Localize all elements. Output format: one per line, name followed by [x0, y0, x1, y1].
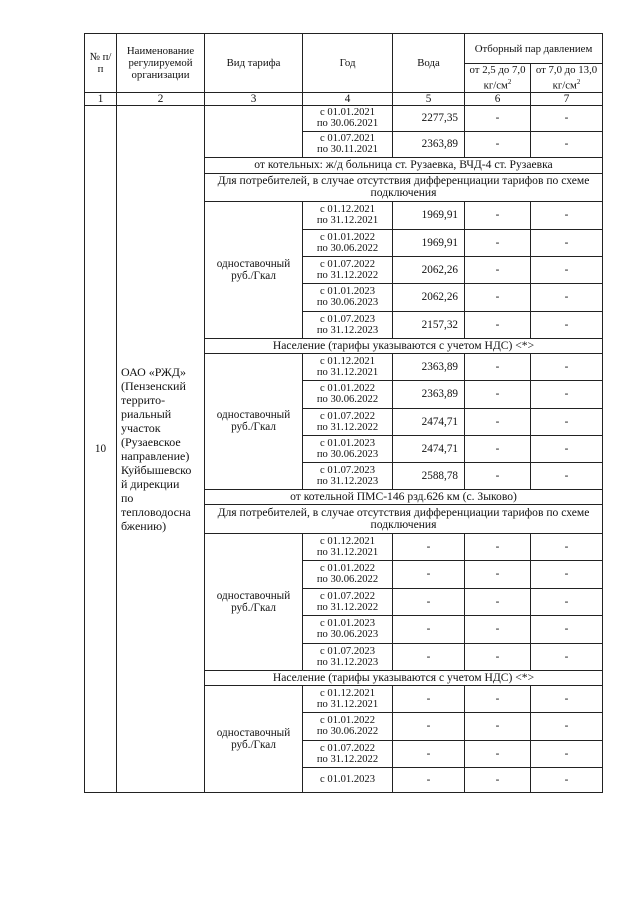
steam-high-value: -: [531, 712, 603, 740]
steam-high-value: -: [531, 311, 603, 338]
period-start: с 01.01.2023: [319, 286, 376, 298]
column-number-row: [85, 92, 603, 105]
steam-high-value: -: [531, 435, 603, 462]
tariff-unit-label: руб./Гкал: [231, 601, 276, 614]
period-end: по 31.12.2023: [316, 656, 379, 668]
period-cell: [303, 311, 393, 338]
steam-high-value: -: [531, 533, 603, 560]
header-num: № п/п: [85, 34, 117, 93]
water-value: 2588,78: [393, 462, 465, 489]
steam-high-value: -: [531, 229, 603, 256]
water-value: -: [393, 643, 465, 670]
period-start: с 01.07.2023: [319, 645, 376, 657]
organization-name-line: участок: [121, 420, 161, 435]
steam-high-value: -: [531, 740, 603, 767]
period-start: с 01.07.2023: [319, 313, 376, 325]
period-end: по 30.11.2021: [317, 144, 378, 156]
period-end: по 30.06.2022: [316, 726, 379, 738]
period-cell: [303, 615, 393, 643]
consumers-section-title: Для потребителей, в случае отсутствия дифференциации тарифов по схеме подключения: [205, 173, 603, 201]
steam-high-value: -: [531, 283, 603, 311]
period-start: с 01.07.2022: [319, 590, 376, 602]
steam-low-value: -: [465, 685, 531, 712]
water-value: 2062,26: [393, 283, 465, 311]
period-start: с 01.01.2023: [319, 618, 376, 630]
water-value: 1969,91: [393, 229, 465, 256]
period-cell: [303, 201, 393, 229]
water-value: 2277,35: [393, 105, 465, 131]
steam-high-value: -: [531, 256, 603, 283]
tariff-type-cell: [205, 105, 303, 157]
period-end: по 31.12.2021: [316, 215, 379, 227]
period-cell: [303, 588, 393, 615]
period-start: с 01.07.2023: [319, 464, 376, 476]
period-cell: [303, 408, 393, 435]
steam-high-value: -: [531, 408, 603, 435]
header-water: Вода: [393, 34, 465, 93]
tariff-type-label: одноставочный: [216, 726, 291, 739]
organization-name-line: (Рузаевское: [121, 434, 181, 449]
water-value: -: [393, 685, 465, 712]
tariff-type-cell: [205, 685, 303, 792]
steam-high-value: -: [531, 353, 603, 380]
water-value: -: [393, 560, 465, 588]
header-steam: Отборный пар давлением: [465, 34, 603, 64]
water-value: -: [393, 740, 465, 767]
consumers-section-title: Для потребителей, в случае отсутствия дифференциации тарифов по схеме подключения: [205, 504, 603, 533]
steam-high-value: -: [531, 685, 603, 712]
tariff-type-cell: [205, 533, 303, 670]
boiler-source-title: от котельной ПМС-146 рзд.626 км (с. Зыково): [205, 489, 603, 504]
steam-high-value: -: [531, 767, 603, 792]
period-start: с 01.01.2022: [319, 231, 376, 243]
col-number: 4: [303, 92, 393, 105]
organization-name-line: й дирекции: [121, 476, 180, 491]
tariff-unit-label: руб./Гкал: [231, 421, 276, 434]
organization-name-line: тепловодосна: [121, 504, 191, 519]
water-value: -: [393, 712, 465, 740]
water-value: 2363,89: [393, 353, 465, 380]
steam-low-value: -: [465, 615, 531, 643]
steam-high-value: -: [531, 201, 603, 229]
table-row: [85, 105, 603, 131]
steam-high-value: -: [531, 105, 603, 131]
steam-low-value: -: [465, 560, 531, 588]
period-end: по 30.06.2022: [316, 394, 379, 406]
organization-name-line: риальный: [121, 406, 172, 421]
organization-name-line: (Пензенский: [121, 378, 186, 393]
steam-high-value: -: [531, 131, 603, 157]
period-end: по 31.12.2022: [316, 421, 379, 433]
period-start: с 01.01.2021: [319, 107, 376, 119]
period-start: с 01.01.2022: [319, 563, 376, 575]
steam-high-value: -: [531, 643, 603, 670]
period-end: по 30.06.2023: [316, 448, 379, 460]
organization-name-line: по: [121, 490, 134, 505]
header-year: Год: [303, 34, 393, 93]
header-row: [85, 34, 603, 64]
steam-low-value: -: [465, 740, 531, 767]
header-steam-low: от 2,5 до 7,0 $кг/см^2$: [465, 64, 531, 93]
steam-low-value: -: [465, 533, 531, 560]
steam-low-value: -: [465, 256, 531, 283]
steam-low-value: -: [465, 311, 531, 338]
boiler-source-title: от котельных: ж/д больница ст. Рузаевка, ВЧД-4 ст. Рузаевка: [205, 157, 603, 173]
period-cell: [303, 560, 393, 588]
organization-name: [117, 105, 205, 792]
organization-name-line: направление): [121, 448, 190, 463]
period-cell: [303, 712, 393, 740]
water-value: -: [393, 615, 465, 643]
period-cell: [303, 229, 393, 256]
steam-high-value: -: [531, 615, 603, 643]
period-start: с 01.07.2022: [319, 410, 376, 422]
water-value: 2157,32: [393, 311, 465, 338]
steam-high-value: -: [531, 560, 603, 588]
period-end: по 30.06.2023: [316, 629, 379, 641]
period-start: с 01.07.2021: [319, 133, 376, 145]
period-cell: [303, 105, 393, 131]
water-value: -: [393, 588, 465, 615]
tariff-table: [84, 33, 603, 793]
period-start: с 01.01.2022: [319, 715, 376, 727]
water-value: -: [393, 533, 465, 560]
col-number: 1: [85, 92, 117, 105]
steam-low-value: -: [465, 643, 531, 670]
water-value: 2474,71: [393, 435, 465, 462]
steam-low-value: -: [465, 588, 531, 615]
tariff-unit-label: руб./Гкал: [231, 738, 276, 751]
header-org: Наименование регулируемой организации: [117, 34, 205, 93]
organization-name-line: ОАО «РЖД»: [121, 364, 186, 379]
period-cell: [303, 256, 393, 283]
col-number: 2: [117, 92, 205, 105]
period-start: с 01.12.2021: [319, 535, 376, 547]
period-cell: [303, 380, 393, 408]
period-cell: [303, 533, 393, 560]
header-tariff-type: Вид тарифа: [205, 34, 303, 93]
period-cell: [303, 435, 393, 462]
steam-high-value: -: [531, 588, 603, 615]
period-cell: [303, 740, 393, 767]
population-section-title: Население (тарифы указываются с учетом НДС) <*>: [205, 338, 603, 353]
steam-low-value: -: [465, 462, 531, 489]
tariff-type-label: одноставочный: [216, 589, 291, 602]
period-start: с 01.07.2022: [319, 258, 376, 270]
period-end: по 31.12.2023: [316, 475, 379, 487]
period-end: по 31.12.2022: [316, 269, 379, 281]
header-steam-high: от 7,0 до 13,0 $кг/см^2$: [531, 64, 603, 93]
col-number: 3: [205, 92, 303, 105]
period-cell: [303, 643, 393, 670]
col-number: 5: [393, 92, 465, 105]
steam-low-value: -: [465, 201, 531, 229]
col-number: 6: [465, 92, 531, 105]
period-start: с 01.01.2023: [319, 774, 376, 786]
water-value: 2062,26: [393, 256, 465, 283]
tariff-unit-label: руб./Гкал: [231, 269, 276, 282]
steam-low-value: -: [465, 131, 531, 157]
organization-name-line: бжению): [121, 518, 167, 533]
period-cell: [303, 131, 393, 157]
row-number: 10: [85, 105, 117, 792]
steam-high-value: -: [531, 380, 603, 408]
organization-name-line: Куйбышевско: [121, 462, 192, 477]
steam-low-value: -: [465, 767, 531, 792]
steam-low-value: -: [465, 353, 531, 380]
period-end: по 30.06.2023: [316, 297, 379, 309]
period-end: по 31.12.2022: [316, 601, 379, 613]
period-start: с 01.07.2022: [319, 742, 376, 754]
steam-low-value: -: [465, 229, 531, 256]
tariff-type-label: одноставочный: [216, 257, 291, 270]
period-end: по 31.12.2021: [316, 546, 379, 558]
period-cell: [303, 462, 393, 489]
steam-low-value: -: [465, 712, 531, 740]
period-cell: [303, 767, 393, 792]
steam-high-value: -: [531, 462, 603, 489]
steam-low-value: -: [465, 283, 531, 311]
steam-low-value: -: [465, 408, 531, 435]
water-value: 2363,89: [393, 131, 465, 157]
water-value: 1969,91: [393, 201, 465, 229]
water-value: 2363,89: [393, 380, 465, 408]
col-number: 7: [531, 92, 603, 105]
organization-name-line: террито-: [121, 392, 166, 407]
steam-low-value: -: [465, 435, 531, 462]
population-section-title: Население (тарифы указываются с учетом НДС) <*>: [205, 670, 603, 685]
period-start: с 01.12.2021: [319, 355, 376, 367]
tariff-type-cell: [205, 353, 303, 489]
water-value: -: [393, 767, 465, 792]
period-start: с 01.12.2021: [319, 204, 376, 216]
steam-low-value: -: [465, 380, 531, 408]
period-end: по 30.06.2021: [316, 118, 379, 130]
period-start: с 01.01.2023: [319, 437, 376, 449]
period-end: по 31.12.2023: [316, 324, 379, 336]
period-cell: [303, 283, 393, 311]
tariff-type-label: одноставочный: [216, 409, 291, 422]
steam-low-value: -: [465, 105, 531, 131]
period-end: по 31.12.2022: [316, 753, 379, 765]
period-end: по 30.06.2022: [316, 574, 379, 586]
period-end: по 31.12.2021: [316, 366, 379, 378]
period-end: по 30.06.2022: [316, 242, 379, 254]
tariff-type-cell: [205, 201, 303, 338]
period-cell: [303, 685, 393, 712]
period-start: с 01.12.2021: [319, 687, 376, 699]
water-value: 2474,71: [393, 408, 465, 435]
period-end: по 31.12.2021: [316, 698, 379, 710]
period-start: с 01.01.2022: [319, 383, 376, 395]
period-cell: [303, 353, 393, 380]
